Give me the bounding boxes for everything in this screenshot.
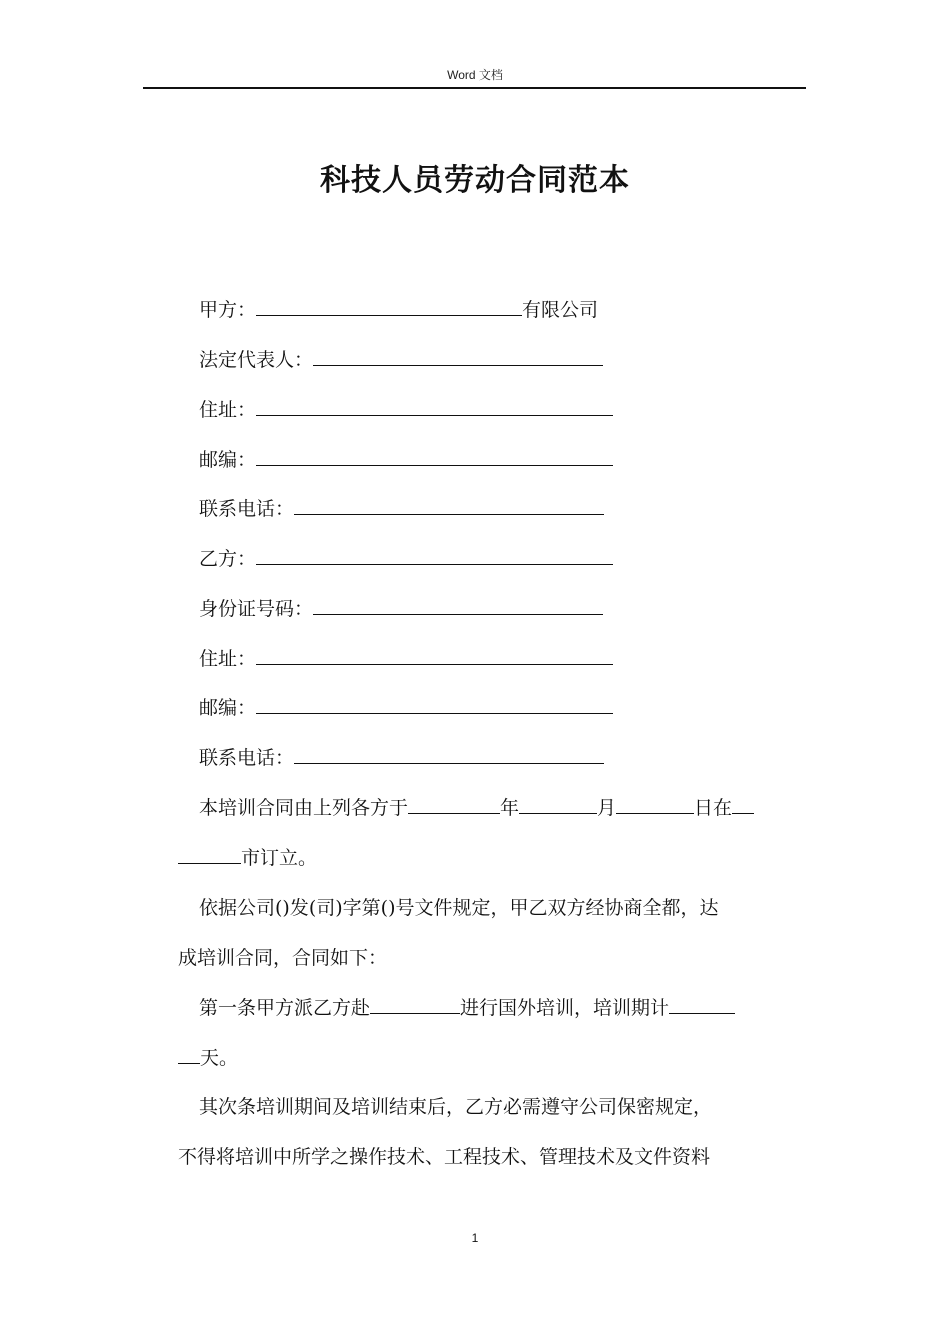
para1-text-1: 本培训合同由上列各方于 [199, 797, 409, 819]
para2-line-1: 依据公司()发(司)字第()号文件规定，甲乙双方经协商全都，达 [199, 897, 719, 919]
para4-line-2: 不得将培训中所学之操作技术、工程技术、管理技术及文件资料 [178, 1146, 711, 1168]
phone-b-field [199, 743, 604, 773]
postcode-a-field [199, 445, 613, 475]
phone-b-blank[interactable] [294, 743, 604, 764]
postcode-b-blank[interactable] [256, 693, 613, 714]
phone-a-field [199, 494, 604, 524]
para2-line-2: 成培训合同，合同如下： [178, 947, 388, 969]
postcode-b-field [199, 693, 613, 723]
postcode-a-label: 邮编： [199, 449, 257, 471]
article-1-text-2: 进行国外培训，培训期计 [460, 997, 670, 1019]
article-2-paragraph [178, 1082, 804, 1182]
address-a-label: 住址： [199, 399, 257, 421]
party-b-blank[interactable] [256, 544, 613, 565]
page-number: 1 [471, 1231, 479, 1245]
id-number-label: 身份证号码： [199, 598, 314, 620]
legal-rep-blank[interactable] [313, 345, 603, 366]
duration-blank-start[interactable] [669, 993, 735, 1014]
address-b-blank[interactable] [256, 644, 613, 665]
para1-city-suffix: 市订立。 [241, 847, 318, 869]
city-blank-end[interactable] [178, 843, 241, 864]
document-title: 科技人员劳动合同范本 [320, 163, 630, 198]
header-divider [143, 87, 806, 89]
article-1-paragraph [178, 983, 804, 1083]
month-blank[interactable] [519, 793, 597, 814]
destination-blank[interactable] [370, 993, 460, 1014]
address-b-field [199, 644, 613, 674]
id-number-field [199, 594, 603, 624]
page-header: Word 文档 [447, 68, 503, 82]
legal-rep-field [199, 345, 603, 375]
address-a-blank[interactable] [256, 395, 613, 416]
phone-b-label: 联系电话： [199, 747, 295, 769]
address-a-field [199, 395, 613, 425]
day-blank[interactable] [616, 793, 694, 814]
party-b-field [199, 544, 613, 574]
para1-month-label: 月 [597, 797, 617, 819]
para4-line-1: 其次条培训期间及培训结束后，乙方必需遵守公司保密规定， [199, 1096, 713, 1118]
para1-year-label: 年 [500, 797, 520, 819]
phone-a-label: 联系电话： [199, 498, 295, 520]
phone-a-blank[interactable] [294, 494, 604, 515]
duration-blank-end[interactable] [178, 1043, 200, 1064]
city-blank-start[interactable] [732, 793, 754, 814]
postcode-a-blank[interactable] [256, 445, 613, 466]
party-a-suffix: 有限公司 [522, 299, 599, 321]
address-b-label: 住址： [199, 648, 257, 670]
contract-date-paragraph [178, 783, 804, 883]
party-a-blank[interactable] [256, 295, 522, 316]
article-1-text-3: 天。 [200, 1047, 239, 1069]
id-number-blank[interactable] [313, 594, 603, 615]
year-blank[interactable] [408, 793, 500, 814]
para1-day-label: 日在 [694, 797, 733, 819]
legal-rep-label: 法定代表人： [199, 349, 314, 371]
postcode-b-label: 邮编： [199, 697, 257, 719]
party-a-field [199, 295, 598, 325]
article-1-text-1: 第一条甲方派乙方赴 [199, 997, 371, 1019]
basis-paragraph [178, 883, 804, 983]
party-a-label: 甲方： [199, 299, 257, 321]
party-b-label: 乙方： [199, 548, 257, 570]
